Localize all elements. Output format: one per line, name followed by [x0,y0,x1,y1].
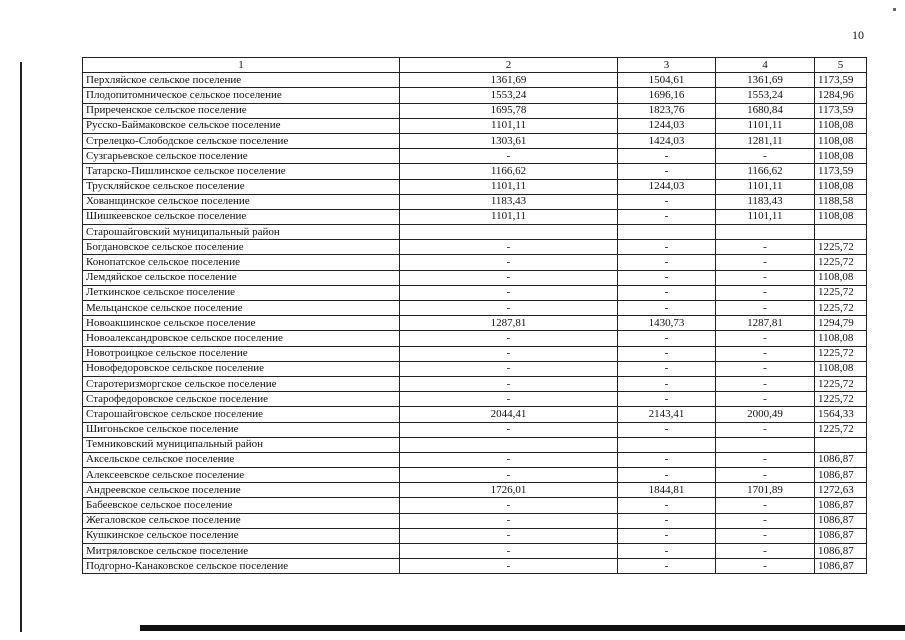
table-row [83,331,867,346]
settlement-name-cell: Татарско-Пишлинское сельское поселение [83,164,400,179]
value-cell-col5: 1564,33 [815,407,867,422]
settlement-name-cell: Подгорно-Канаковское сельское поселение [83,559,400,574]
table-row [83,179,867,194]
value-cell-col4: - [716,240,815,255]
value-cell-col3: - [618,255,716,270]
settlement-name-cell: Леткинское сельское поселение [83,285,400,300]
value-cell-col3: - [618,422,716,437]
value-cell-col3: - [618,331,716,346]
settlement-name-cell: Андреевское сельское поселение [83,483,400,498]
value-cell-col4: 1361,69 [716,73,815,88]
value-cell-col2: - [400,285,618,300]
value-cell-col5: 1225,72 [815,392,867,407]
settlement-name-cell: Хованщинское сельское поселение [83,194,400,209]
value-cell-col2: - [400,376,618,391]
table-row [83,194,867,209]
value-cell-col2: - [400,544,618,559]
table-row [83,422,867,437]
table-row [83,209,867,224]
value-cell-col3: - [618,361,716,376]
settlement-name-cell: Шигоньское сельское поселение [83,422,400,437]
value-cell-col3: 1844,81 [618,483,716,498]
value-cell-col5: 1108,08 [815,209,867,224]
value-cell-col4: - [716,255,815,270]
value-cell-col5: 1225,72 [815,285,867,300]
value-cell-col3: - [618,149,716,164]
value-cell-col3: - [618,164,716,179]
settlement-name-cell: Митряловское сельское поселение [83,544,400,559]
settlement-name-cell: Новотроицкое сельское поселение [83,346,400,361]
value-cell-col2: 1361,69 [400,73,618,88]
table-row [83,376,867,391]
value-cell-col5: 1108,08 [815,118,867,133]
value-cell-col2: - [400,392,618,407]
value-cell-col3: 1823,76 [618,103,716,118]
value-cell-col4: - [716,392,815,407]
scan-edge-line-bottom [140,625,905,631]
page-number: 10 [852,28,864,42]
value-cell-col4: 1101,11 [716,118,815,133]
settlement-name-cell: Новофедоровское сельское поселение [83,361,400,376]
settlement-name-cell: Трускляйское сельское поселение [83,179,400,194]
value-cell-col4: 1101,11 [716,209,815,224]
value-cell-col3: - [618,194,716,209]
settlement-name-cell: Перхляйское сельское поселение [83,73,400,88]
column-header-2: 2 [400,58,618,73]
table-row [83,88,867,103]
value-cell-col5: 1108,08 [815,361,867,376]
section-header-row [83,225,867,240]
value-cell-col5: 1108,08 [815,179,867,194]
table-header [83,58,867,73]
empty-cell [618,225,716,240]
value-cell-col5: 1108,08 [815,133,867,148]
settlement-name-cell: Аксельское сельское поселение [83,452,400,467]
table-row [83,361,867,376]
value-cell-col5: 1086,87 [815,498,867,513]
value-cell-col5: 1086,87 [815,559,867,574]
value-cell-col4: - [716,149,815,164]
header-row [83,58,867,73]
value-cell-col2: 1553,24 [400,88,618,103]
settlement-name-cell: Приреченское сельское поселение [83,103,400,118]
settlement-name-cell: Плодопитомническое сельское поселение [83,88,400,103]
data-table [82,57,867,574]
settlement-name-cell: Кушкинское сельское поселение [83,528,400,543]
empty-cell [815,225,867,240]
value-cell-col3: - [618,468,716,483]
value-cell-col4: - [716,376,815,391]
value-cell-col4: 1680,84 [716,103,815,118]
value-cell-col4: - [716,331,815,346]
value-cell-col3: - [618,452,716,467]
value-cell-col3: - [618,209,716,224]
value-cell-col4: - [716,498,815,513]
table-row [83,468,867,483]
value-cell-col3: 1696,16 [618,88,716,103]
table-row [83,559,867,574]
value-cell-col2: - [400,361,618,376]
settlement-name-cell: Лемдяйское сельское поселение [83,270,400,285]
settlement-name-cell: Русско-Баймаковское сельское поселение [83,118,400,133]
value-cell-col3: - [618,544,716,559]
value-cell-col5: 1108,08 [815,270,867,285]
value-cell-col5: 1086,87 [815,544,867,559]
settlement-name-cell: Жегаловское сельское поселение [83,513,400,528]
table-row [83,528,867,543]
value-cell-col2: - [400,559,618,574]
settlement-name-cell: Новоакшинское сельское поселение [83,316,400,331]
value-cell-col5: 1272,63 [815,483,867,498]
value-cell-col4: 1281,11 [716,133,815,148]
settlement-name-cell: Конопатское сельское поселение [83,255,400,270]
value-cell-col4: 1183,43 [716,194,815,209]
value-cell-col2: 2044,41 [400,407,618,422]
section-header-row [83,437,867,452]
value-cell-col5: 1225,72 [815,376,867,391]
value-cell-col2: 1101,11 [400,118,618,133]
value-cell-col5: 1188,58 [815,194,867,209]
value-cell-col2: - [400,255,618,270]
value-cell-col4: 2000,49 [716,407,815,422]
table-row [83,316,867,331]
settlement-name-cell: Алексеевское сельское поселение [83,468,400,483]
value-cell-col4: - [716,544,815,559]
value-cell-col2: - [400,422,618,437]
settlement-name-cell: Мельцанское сельское поселение [83,301,400,316]
table-body [83,73,867,574]
value-cell-col2: - [400,240,618,255]
scan-artifact-dot [893,8,896,11]
value-cell-col3: - [618,528,716,543]
value-cell-col5: 1225,72 [815,255,867,270]
value-cell-col3: 1244,03 [618,179,716,194]
value-cell-col4: - [716,346,815,361]
value-cell-col3: - [618,270,716,285]
value-cell-col3: 2143,41 [618,407,716,422]
value-cell-col2: - [400,270,618,285]
value-cell-col3: - [618,240,716,255]
value-cell-col5: 1086,87 [815,452,867,467]
value-cell-col5: 1086,87 [815,468,867,483]
value-cell-col2: - [400,498,618,513]
value-cell-col5: 1086,87 [815,513,867,528]
empty-cell [716,437,815,452]
table-row [83,301,867,316]
value-cell-col2: 1695,78 [400,103,618,118]
value-cell-col5: 1225,72 [815,240,867,255]
table-row [83,73,867,88]
settlement-name-cell: Старофедоровское сельское поселение [83,392,400,407]
value-cell-col4: 1701,89 [716,483,815,498]
empty-cell [716,225,815,240]
table-row [83,392,867,407]
empty-cell [400,437,618,452]
value-cell-col4: 1101,11 [716,179,815,194]
settlement-name-cell: Шишкеевское сельское поселение [83,209,400,224]
value-cell-col2: - [400,513,618,528]
settlement-name-cell: Старотеризморгское сельское поселение [83,376,400,391]
value-cell-col3: 1504,61 [618,73,716,88]
value-cell-col2: 1166,62 [400,164,618,179]
value-cell-col5: 1284,96 [815,88,867,103]
value-cell-col4: - [716,270,815,285]
value-cell-col2: - [400,346,618,361]
value-cell-col2: 1726,01 [400,483,618,498]
table-row [83,483,867,498]
column-header-3: 3 [618,58,716,73]
value-cell-col5: 1108,08 [815,331,867,346]
value-cell-col5: 1225,72 [815,422,867,437]
value-cell-col3: - [618,376,716,391]
value-cell-col4: - [716,452,815,467]
table-row [83,118,867,133]
table-row [83,240,867,255]
value-cell-col3: - [618,392,716,407]
value-cell-col2: - [400,331,618,346]
settlement-name-cell: Старошайговское сельское поселение [83,407,400,422]
value-cell-col2: 1101,11 [400,209,618,224]
value-cell-col3: - [618,301,716,316]
table-row [83,270,867,285]
value-cell-col4: - [716,301,815,316]
value-cell-col2: 1101,11 [400,179,618,194]
column-header-1: 1 [83,58,400,73]
value-cell-col3: - [618,346,716,361]
value-cell-col5: 1173,59 [815,73,867,88]
value-cell-col4: - [716,513,815,528]
value-cell-col5: 1173,59 [815,103,867,118]
settlement-name-cell: Стрелецко-Слободское сельское поселение [83,133,400,148]
value-cell-col4: - [716,285,815,300]
settlement-name-cell: Сузгарьевское сельское поселение [83,149,400,164]
value-cell-col2: - [400,149,618,164]
table-row [83,513,867,528]
value-cell-col3: - [618,513,716,528]
value-cell-col2: 1303,61 [400,133,618,148]
value-cell-col3: - [618,559,716,574]
table-row [83,164,867,179]
value-cell-col3: - [618,285,716,300]
value-cell-col3: 1424,03 [618,133,716,148]
value-cell-col4: - [716,422,815,437]
value-cell-col5: 1086,87 [815,528,867,543]
value-cell-col2: 1183,43 [400,194,618,209]
value-cell-col2: - [400,452,618,467]
settlement-name-cell: Новоалександровское сельское поселение [83,331,400,346]
table-row [83,407,867,422]
value-cell-col4: 1166,62 [716,164,815,179]
table-row [83,452,867,467]
value-cell-col4: - [716,528,815,543]
section-title: Старошайговский муниципальный район [83,225,400,240]
value-cell-col4: 1287,81 [716,316,815,331]
table-row [83,149,867,164]
value-cell-col3: 1430,73 [618,316,716,331]
value-cell-col2: 1287,81 [400,316,618,331]
table-row [83,346,867,361]
value-cell-col4: - [716,559,815,574]
value-cell-col3: - [618,498,716,513]
value-cell-col2: - [400,301,618,316]
table-row [83,285,867,300]
scan-edge-line-left [20,62,22,632]
value-cell-col5: 1225,72 [815,346,867,361]
value-cell-col3: 1244,03 [618,118,716,133]
value-cell-col4: - [716,468,815,483]
empty-cell [815,437,867,452]
table-row [83,103,867,118]
column-header-5: 5 [815,58,867,73]
value-cell-col5: 1108,08 [815,149,867,164]
table-row [83,133,867,148]
table-row [83,255,867,270]
value-cell-col5: 1173,59 [815,164,867,179]
value-cell-col5: 1294,79 [815,316,867,331]
table-row [83,544,867,559]
section-title: Темниковский муниципальный район [83,437,400,452]
value-cell-col2: - [400,528,618,543]
column-header-4: 4 [716,58,815,73]
empty-cell [618,437,716,452]
value-cell-col4: - [716,361,815,376]
table-row [83,498,867,513]
settlement-name-cell: Бабеевское сельское поселение [83,498,400,513]
value-cell-col2: - [400,468,618,483]
value-cell-col4: 1553,24 [716,88,815,103]
value-cell-col5: 1225,72 [815,301,867,316]
empty-cell [400,225,618,240]
settlement-name-cell: Богдановское сельское поселение [83,240,400,255]
